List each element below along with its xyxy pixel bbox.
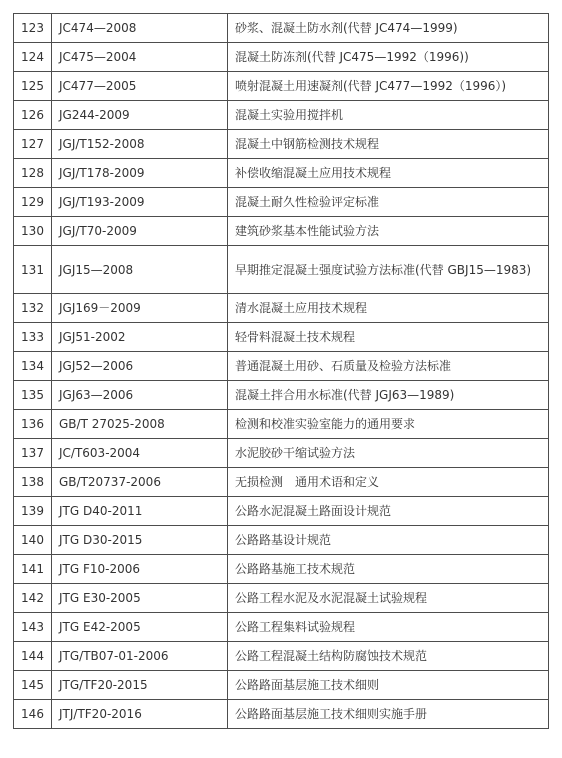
table-row <box>14 700 549 729</box>
standard-code: JGJ/T70-2009 <box>52 217 228 246</box>
standard-code: JTG/TB07-01-2006 <box>52 642 228 671</box>
table-row <box>14 323 549 352</box>
row-number: 124 <box>14 43 52 72</box>
standard-code: JTG F10-2006 <box>52 555 228 584</box>
table-row <box>14 381 549 410</box>
row-number: 128 <box>14 159 52 188</box>
standard-code: JTG E30-2005 <box>52 584 228 613</box>
standard-code: JC/T603-2004 <box>52 439 228 468</box>
standard-title: 公路工程水泥及水泥混凝土试验规程 <box>228 584 549 613</box>
standard-title: 公路工程集料试验规程 <box>228 613 549 642</box>
standard-title: 公路路面基层施工技术细则 <box>228 671 549 700</box>
row-number: 129 <box>14 188 52 217</box>
table-row <box>14 246 549 294</box>
table-row <box>14 439 549 468</box>
standard-title: 公路路基施工技术规范 <box>228 555 549 584</box>
standard-title: 普通混凝土用砂、石质量及检验方法标准 <box>228 352 549 381</box>
standard-code: JGJ51-2002 <box>52 323 228 352</box>
table-row <box>14 43 549 72</box>
standard-code: JGJ52—2006 <box>52 352 228 381</box>
table-row <box>14 468 549 497</box>
row-number: 125 <box>14 72 52 101</box>
row-number: 126 <box>14 101 52 130</box>
standards-table <box>13 13 549 729</box>
standard-title: 公路路基设计规范 <box>228 526 549 555</box>
row-number: 143 <box>14 613 52 642</box>
standard-code: JGJ63—2006 <box>52 381 228 410</box>
standard-code: JTG/TF20-2015 <box>52 671 228 700</box>
row-number: 145 <box>14 671 52 700</box>
standard-title: 混凝土实验用搅拌机 <box>228 101 549 130</box>
table-row <box>14 130 549 159</box>
row-number: 131 <box>14 246 52 294</box>
standard-title: 砂浆、混凝土防水剂(代替 JC474—1999) <box>228 14 549 43</box>
table-row <box>14 642 549 671</box>
standard-code: JGJ169－2009 <box>52 294 228 323</box>
table-row <box>14 671 549 700</box>
row-number: 130 <box>14 217 52 246</box>
row-number: 132 <box>14 294 52 323</box>
table-row <box>14 410 549 439</box>
row-number: 138 <box>14 468 52 497</box>
standard-title: 公路水泥混凝土路面设计规范 <box>228 497 549 526</box>
standard-code: JC475—2004 <box>52 43 228 72</box>
row-number: 139 <box>14 497 52 526</box>
table-row <box>14 352 549 381</box>
standard-title: 公路工程混凝土结构防腐蚀技术规范 <box>228 642 549 671</box>
standard-code: JGJ/T193-2009 <box>52 188 228 217</box>
standard-code: JTG D30-2015 <box>52 526 228 555</box>
standard-code: JGJ/T178-2009 <box>52 159 228 188</box>
row-number: 123 <box>14 14 52 43</box>
standard-title: 无损检测 通用术语和定义 <box>228 468 549 497</box>
standard-title: 清水混凝土应用技术规程 <box>228 294 549 323</box>
table-row <box>14 72 549 101</box>
table-row <box>14 217 549 246</box>
table-row <box>14 526 549 555</box>
row-number: 127 <box>14 130 52 159</box>
row-number: 133 <box>14 323 52 352</box>
standard-title: 建筑砂浆基本性能试验方法 <box>228 217 549 246</box>
standard-title: 检测和校准实验室能力的通用要求 <box>228 410 549 439</box>
table-row <box>14 159 549 188</box>
standard-title: 公路路面基层施工技术细则实施手册 <box>228 700 549 729</box>
standard-code: JG244-2009 <box>52 101 228 130</box>
standard-code: JC477—2005 <box>52 72 228 101</box>
standard-code: JGJ15—2008 <box>52 246 228 294</box>
standard-title: 水泥胶砂干缩试验方法 <box>228 439 549 468</box>
standards-table-body <box>14 14 549 729</box>
standard-title: 喷射混凝土用速凝剂(代替 JC477—1992（1996）) <box>228 72 549 101</box>
row-number: 137 <box>14 439 52 468</box>
standard-title: 补偿收缩混凝土应用技术规程 <box>228 159 549 188</box>
standard-title: 早期推定混凝土强度试验方法标准(代替 GBJ15—1983) <box>228 246 549 294</box>
table-row <box>14 584 549 613</box>
standard-code: GB/T 27025-2008 <box>52 410 228 439</box>
standard-code: GB/T20737-2006 <box>52 468 228 497</box>
row-number: 141 <box>14 555 52 584</box>
row-number: 136 <box>14 410 52 439</box>
standard-title: 混凝土耐久性检验评定标准 <box>228 188 549 217</box>
table-row <box>14 555 549 584</box>
standard-title: 混凝土拌合用水标准(代替 JGJ63—1989) <box>228 381 549 410</box>
standard-code: JC474—2008 <box>52 14 228 43</box>
table-row <box>14 294 549 323</box>
row-number: 146 <box>14 700 52 729</box>
table-row <box>14 497 549 526</box>
standard-code: JTG D40-2011 <box>52 497 228 526</box>
standard-code: JTG E42-2005 <box>52 613 228 642</box>
table-row <box>14 188 549 217</box>
standard-code: JTJ/TF20-2016 <box>52 700 228 729</box>
standard-title: 混凝土中钢筋检测技术规程 <box>228 130 549 159</box>
table-row <box>14 613 549 642</box>
table-row <box>14 14 549 43</box>
row-number: 144 <box>14 642 52 671</box>
table-row <box>14 101 549 130</box>
standard-code: JGJ/T152-2008 <box>52 130 228 159</box>
standard-title: 轻骨料混凝土技术规程 <box>228 323 549 352</box>
row-number: 140 <box>14 526 52 555</box>
row-number: 142 <box>14 584 52 613</box>
row-number: 134 <box>14 352 52 381</box>
row-number: 135 <box>14 381 52 410</box>
standard-title: 混凝土防冻剂(代替 JC475—1992（1996)) <box>228 43 549 72</box>
